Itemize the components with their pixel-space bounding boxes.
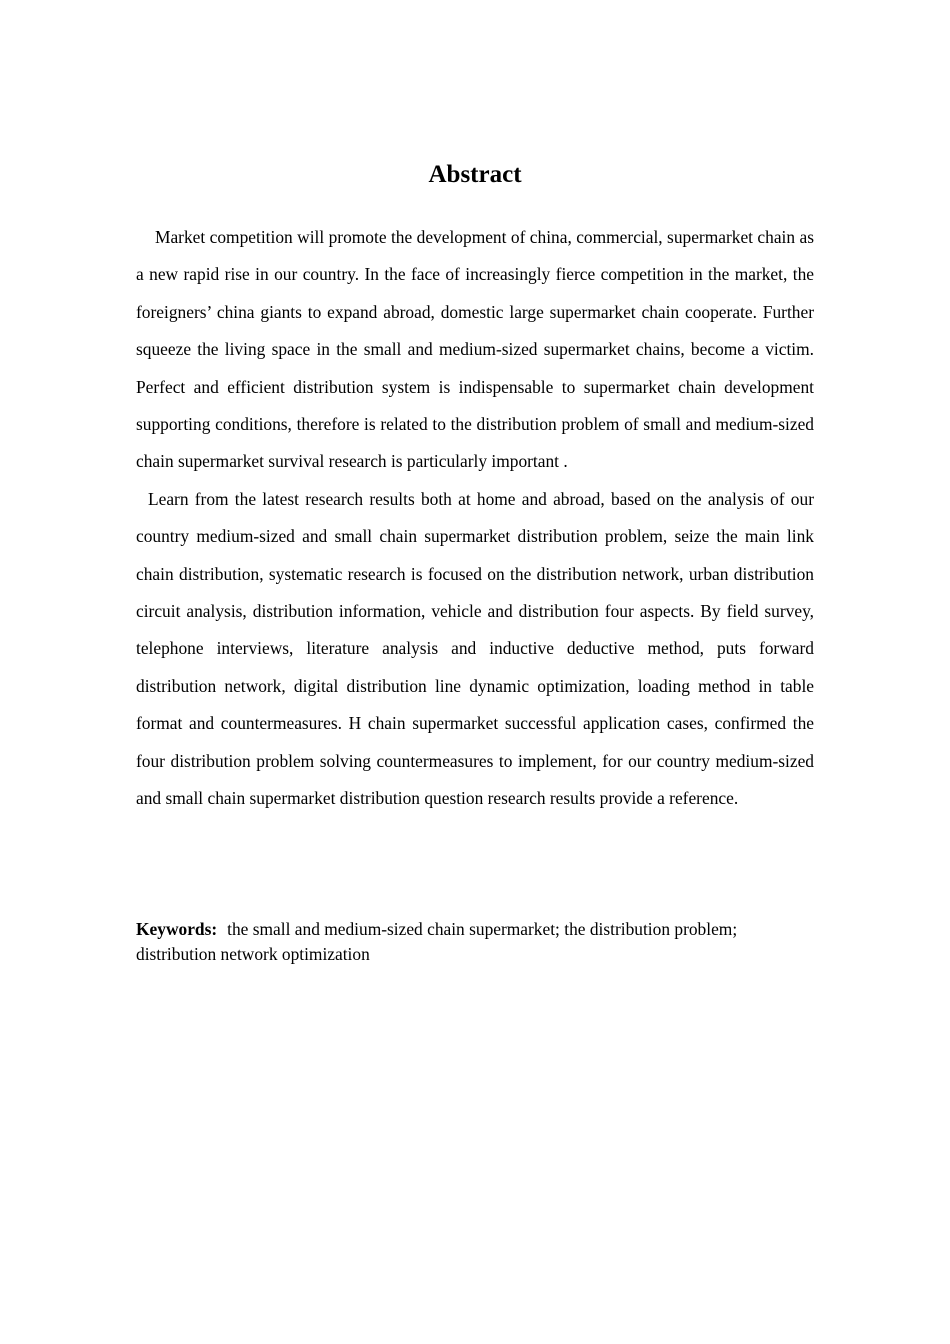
keywords-label: Keywords: (136, 919, 218, 939)
abstract-body (136, 219, 814, 818)
abstract-paragraph-1: Market competition will promote the development of china, commercial, supermarket chain as a new rapid rise in our country. In the face of increasingly fierce competition in the market, the foreigners’ china giants to expand abroad, domestic large supermarket chain cooperate. Further squeeze the living space in the small and medium-sized supermarket chains, become a victim. Perfect and efficient distribution system is indispensable to supermarket chain development supporting conditions, therefore is related to the distribution problem of small and medium-sized chain supermarket survival research is particularly important . (136, 227, 814, 472)
keywords-line (136, 917, 814, 967)
abstract-paragraph-2: Learn from the latest research results both at home and abroad, based on the analysis of our country medium-sized and small chain supermarket distribution problem, seize the main link chain distribution, systematic research is focused on the distribution network, urban distribution circuit analysis, distribution information, vehicle and distribution four aspects. By field survey, telephone interviews, literature analysis and inductive deductive method, puts forward distribution network, digital distribution line dynamic optimization, loading method in table format and countermeasures. H chain supermarket successful application cases, confirmed the four distribution problem solving countermeasures to implement, for our country medium-sized and small chain supermarket distribution question research results provide a reference. (136, 488, 814, 809)
abstract-title: Abstract (428, 161, 522, 188)
keywords-text: the small and medium-sized chain supermarket; the distribution problem; distribution network optimization (136, 919, 738, 964)
